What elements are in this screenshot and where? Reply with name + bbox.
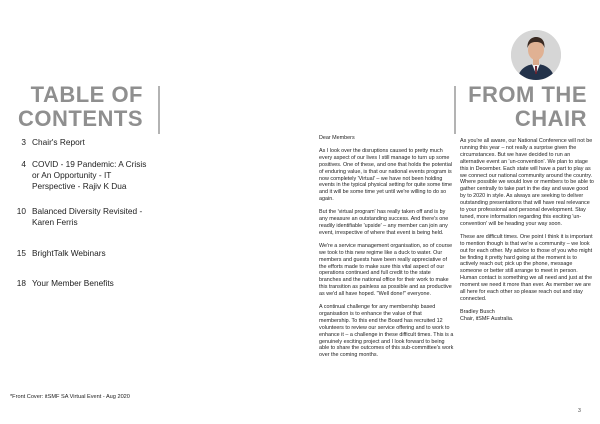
toc-item-label: Chair's Report (32, 137, 85, 147)
toc-item-label: Balanced Diversity Revisited - Karen Ferris (32, 206, 143, 227)
paragraph: These are difficult times. One point I think it is important to mention though is that we're a community – we look out for each other. My advice to those of you who might be finding it pretty hard going at the moment is to actively reach out; pick up the phone, message someone or better still arrange to meet in person. Human contact is something we all need and just at the moment we need it more than ever. As member we are all here for each other so please reach out and stay connected. (460, 233, 593, 302)
toc-title-line-2: CONTENTS (18, 106, 143, 131)
letter-column-1 (319, 135, 454, 365)
toc-item-label: COVID - 19 Pandemic: A Crisis or An Opportunity - IT Perspective - Rajiv K Dua (32, 159, 147, 191)
toc-title (18, 83, 143, 131)
title-divider (158, 86, 160, 134)
salutation: Dear Members (319, 135, 355, 141)
toc-page-number: 18 (16, 278, 26, 288)
paragraph: But the 'virtual program' has really taken off and is by any measure an outstanding success. And there's one readily identifiable 'upside' – any member can join any event, irrespective of where that event is being held. (319, 209, 449, 236)
toc-item-label: BrightTalk Webinars (32, 248, 106, 258)
chair-title (467, 83, 587, 131)
toc-title-line-1: TABLE OF (30, 82, 143, 107)
toc-page-number: 10 (16, 206, 26, 216)
letter-column-2 (460, 138, 595, 329)
paragraph: We're a service management organisation, so of course we took to this new regime like a duck to water. Our members and guests have been really appreciative of the efforts made to make sure this vital aspect of our operations continued and full credit to the state branches and the national office for their work to make this transition as painless as possible and as productive as we'd all have hoped. "Well done!" everyone. (319, 242, 453, 298)
toc-page-number: 3 (21, 137, 26, 147)
cover-note: *Front Cover: itSMF SA Virtual Event - Aug 2020 (10, 394, 130, 400)
avatar (511, 30, 561, 80)
chair-title-line-2: CHAIR (514, 106, 587, 131)
toc-page-number: 15 (16, 248, 26, 258)
toc-item-label: Your Member Benefits (32, 278, 114, 288)
page-number: 3 (578, 408, 581, 414)
paragraph: A continual challenge for any membership based organisation is to enhance the value of that membership. To this end the Board has recruited 12 volunteers to review our service offering and to work to enhance it – a challenge in these difficult times. This is a genuinely exciting project and I look forward to being able to share the outcomes of this sub-committee's work over the coming months. (319, 304, 454, 359)
chair-portrait-icon (511, 30, 561, 80)
paragraph: As I look over the disruptions caused to pretty much every aspect of our lives I still manage to turn up some positives. One of these, and one that holds the potential of enduring value, is that our national events program is now completely 'Virtual' – we have not been holding events in the typical physical setting for quite some time and it will be some time yet until we're willing to do so again. (319, 147, 453, 203)
paragraph: As you're all aware, our National Conference will not be running this year – not really a surprise given the circumstances. But we have decided to run an alternative event an 'un-convention'. We plan to stage this in December. Each state will have a part to play as we connect our national community around the country. Where possible we would love or members to be able to gather centrally to take part in the day and wave good by to 2020 in style. As always are seeking to deliver outstanding presentations that will have real relevance to your professional and personal development. Stay tuned, more information regarding this exciting 'un-convention' will be heading your way soon. (460, 138, 594, 227)
chair-title-line-1: FROM THE (468, 82, 587, 107)
title-divider (454, 86, 456, 134)
chair-page (300, 0, 600, 424)
signature: Bradley Busch Chair, itSMF Australia. (460, 308, 514, 322)
toc-page-number: 4 (21, 159, 26, 169)
